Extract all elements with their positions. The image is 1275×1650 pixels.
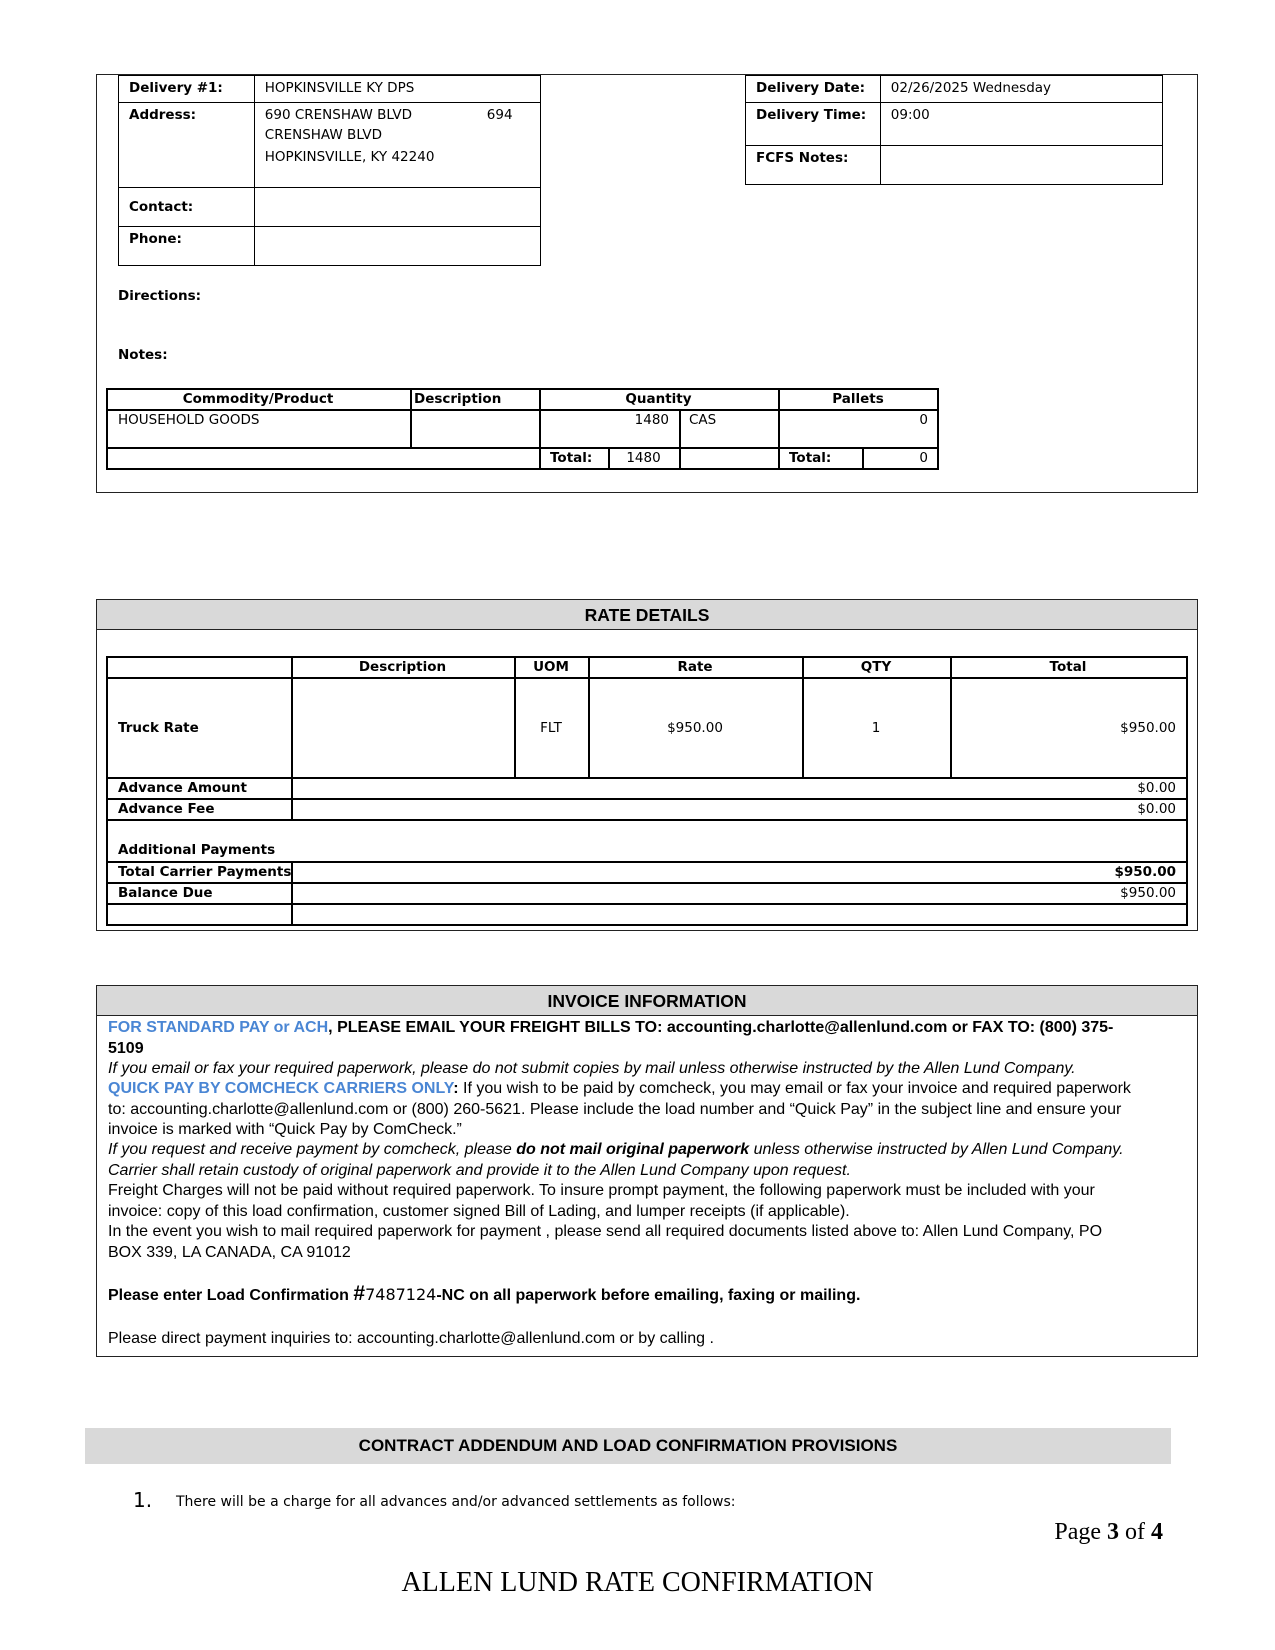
address-line3: HOPKINSVILLE, KY 42240 [254, 147, 540, 187]
col-commodity: Commodity/Product [182, 391, 334, 407]
commodity-qty: 1480 [634, 412, 669, 428]
advance-amount: $0.00 [1137, 780, 1176, 796]
invoice-no-mail-note: If you email or fax your required paperwork, please do not submit copies by mail unless otherwise instructed by the Allen Lund Company. [108, 1060, 1076, 1077]
delivery-time-label: Delivery Time: [746, 103, 881, 146]
commodity-pallets: 0 [919, 412, 928, 428]
advance-fee-label: Advance Fee [118, 801, 215, 817]
col-description: Description [414, 391, 502, 407]
delivery-date-label: Delivery Date: [746, 76, 881, 103]
invoice-standard-pay: FOR STANDARD PAY or ACH, PLEASE EMAIL YOUR FREIGHT BILLS TO: accounting.charlotte@allenlund.com or FAX TO: (800) 375- 5109 [108, 1019, 1114, 1057]
additional-payments-label: Additional Payments [118, 842, 276, 858]
rate-col-description: Description [358, 659, 447, 675]
advance-fee: $0.00 [1137, 801, 1176, 817]
delivery-label: Delivery #1: [119, 76, 255, 103]
invoice-quick-pay: QUICK PAY BY COMCHECK CARRIERS ONLY: If you wish to be paid by comcheck, you may email or fax your invoice and required paperwork to: accounting.charlotte@allenlund.com or (800) 260-5621. Please include the load number and “Quick Pay” in the subject line and ensure your invoice is marked with “Quick Pay by ComCheck.” [108, 1080, 1131, 1138]
standard-pay-heading: FOR STANDARD PAY or ACH [108, 1019, 329, 1036]
truck-uom: FLT [540, 720, 562, 736]
delivery-date-value: 02/26/2025 Wednesday [880, 76, 1162, 103]
invoice-load-confirmation: Please enter Load Confirmation #7487124-NC on all paperwork before emailing, faxing or mailing. [108, 1282, 861, 1305]
fcfs-notes-label: FCFS Notes: [746, 146, 881, 185]
quick-pay-heading: QUICK PAY BY COMCHECK CARRIERS ONLY [108, 1080, 454, 1097]
page-number: Page 3 of 4 [1054, 1519, 1163, 1545]
total-pallets-label: Total: [789, 450, 832, 466]
col-quantity: Quantity [625, 391, 692, 407]
rate-col-total: Total [1049, 659, 1087, 675]
invoice-mail-address: In the event you wish to mail required paperwork for payment , please send all required documents listed above to: Allen Lund Company, PO BOX 339, LA CANADA, CA 91012 [108, 1223, 1103, 1261]
addendum-item-text: There will be a charge for all advances and/or advanced settlements as follows: [176, 1494, 736, 1510]
invoice-payment-inquiries: Please direct payment inquiries to: accounting.charlotte@allenlund.com or by calling . [108, 1330, 714, 1347]
invoice-comcheck-note: If you request and receive payment by comcheck, please do not mail original paperwork unless otherwise instructed by Allen Lund Company. Carrier shall retain custody of original paperwork and provide it to the Allen Lund Company upon request. [108, 1141, 1124, 1179]
truck-rate-label: Truck Rate [118, 720, 199, 736]
directions-label: Directions: [118, 288, 202, 304]
commodity-unit: CAS [689, 412, 717, 428]
address-suite: 694 [486, 107, 513, 123]
balance-due-label: Balance Due [118, 885, 213, 901]
total-carrier: $950.00 [1114, 864, 1176, 880]
document-title: ALLEN LUND RATE CONFIRMATION [401, 1567, 874, 1598]
total-pallets: 0 [919, 450, 928, 466]
delivery-address-table [118, 75, 541, 266]
address-label: Address: [119, 103, 255, 148]
truck-rate: $950.00 [667, 720, 723, 736]
truck-total: $950.00 [1120, 720, 1176, 736]
address-value [254, 103, 540, 148]
rate-details-title: RATE DETAILS [97, 600, 1197, 630]
col-pallets: Pallets [832, 391, 884, 407]
rate-table [106, 656, 1188, 926]
advance-amount-label: Advance Amount [118, 780, 247, 796]
rate-col-rate: Rate [677, 659, 713, 675]
invoice-title: INVOICE INFORMATION [97, 986, 1197, 1016]
commodity-table [106, 388, 938, 470]
total-carrier-label: Total Carrier Payments [118, 864, 292, 880]
rate-col-qty: QTY [860, 659, 892, 675]
truck-qty: 1 [871, 720, 881, 736]
address-line1: 690 CRENSHAW BLVD [264, 107, 413, 123]
commodity-product: HOUSEHOLD GOODS [118, 412, 260, 428]
addendum-title: CONTRACT ADDENDUM AND LOAD CONFIRMATION PROVISIONS [85, 1428, 1171, 1464]
contact-value [254, 187, 540, 226]
contact-label: Contact: [119, 187, 255, 226]
delivery-time-value: 09:00 [880, 103, 1162, 146]
invoice-required-paperwork: Freight Charges will not be paid without required paperwork. To insure prompt payment, the following paperwork must be included with your invoice: copy of this load confirmation, customer signed Bill of Lading, and lumper receipts (if applicable). [108, 1182, 1095, 1220]
fcfs-notes-value [880, 146, 1162, 185]
total-qty-label: Total: [550, 450, 593, 466]
total-qty: 1480 [626, 450, 661, 466]
rate-col-uom: UOM [533, 659, 569, 675]
addendum-item-number: 1. [133, 1488, 153, 1512]
notes-label: Notes: [118, 347, 168, 363]
phone-label: Phone: [119, 226, 255, 265]
phone-value [254, 226, 540, 265]
load-number: 7487124 [365, 1285, 437, 1304]
address-line2: CRENSHAW BLVD [264, 127, 382, 143]
balance-due: $950.00 [1120, 885, 1176, 901]
delivery-date-table [745, 75, 1163, 185]
delivery-name: HOPKINSVILLE KY DPS [254, 76, 540, 103]
